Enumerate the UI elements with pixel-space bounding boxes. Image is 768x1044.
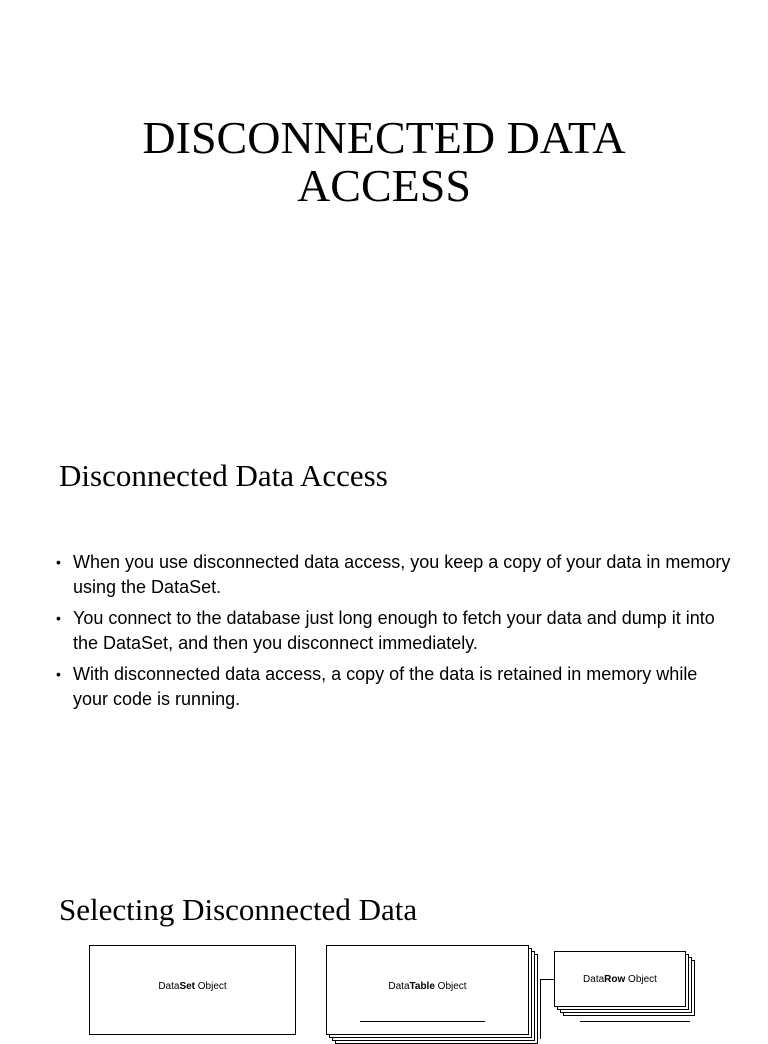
bullet-item [56, 662, 736, 711]
dataset-object-label: DataSet Object [158, 981, 227, 992]
bullet-text: You connect to the database just long enough to fetch your data and dump it into the DataSet, and then you disconnect immediately. [73, 608, 715, 653]
bullet-icon: • [56, 610, 61, 626]
bullet-text: When you use disconnected data access, you keep a copy of your data in memory using the DataSet. [73, 552, 731, 597]
datarow-lower-line [580, 1021, 690, 1022]
slide-heading-selecting-disconnected-data: Selecting Disconnected Data [59, 892, 418, 927]
bullet-icon: • [56, 554, 61, 570]
datatable-object-label: DataTable Object [388, 981, 467, 992]
bullet-item [56, 606, 736, 655]
slide-title [0, 114, 768, 210]
bullet-text: With disconnected data access, a copy of the data is retained in memory while your code is running. [73, 664, 698, 709]
datatable-inner-box [360, 1021, 485, 1032]
connector-line [540, 979, 554, 1039]
title-line-1: DISCONNECTED DATA [142, 112, 626, 163]
bullet-icon: • [56, 666, 61, 682]
bullet-list [56, 550, 736, 718]
datarow-object-box [554, 951, 686, 1007]
dataset-object-box [89, 945, 296, 1035]
slide-heading-disconnected-data-access: Disconnected Data Access [59, 458, 388, 493]
datarow-object-label: DataRow Object [583, 974, 657, 985]
title-line-2: ACCESS [297, 160, 471, 211]
bullet-item [56, 550, 736, 599]
